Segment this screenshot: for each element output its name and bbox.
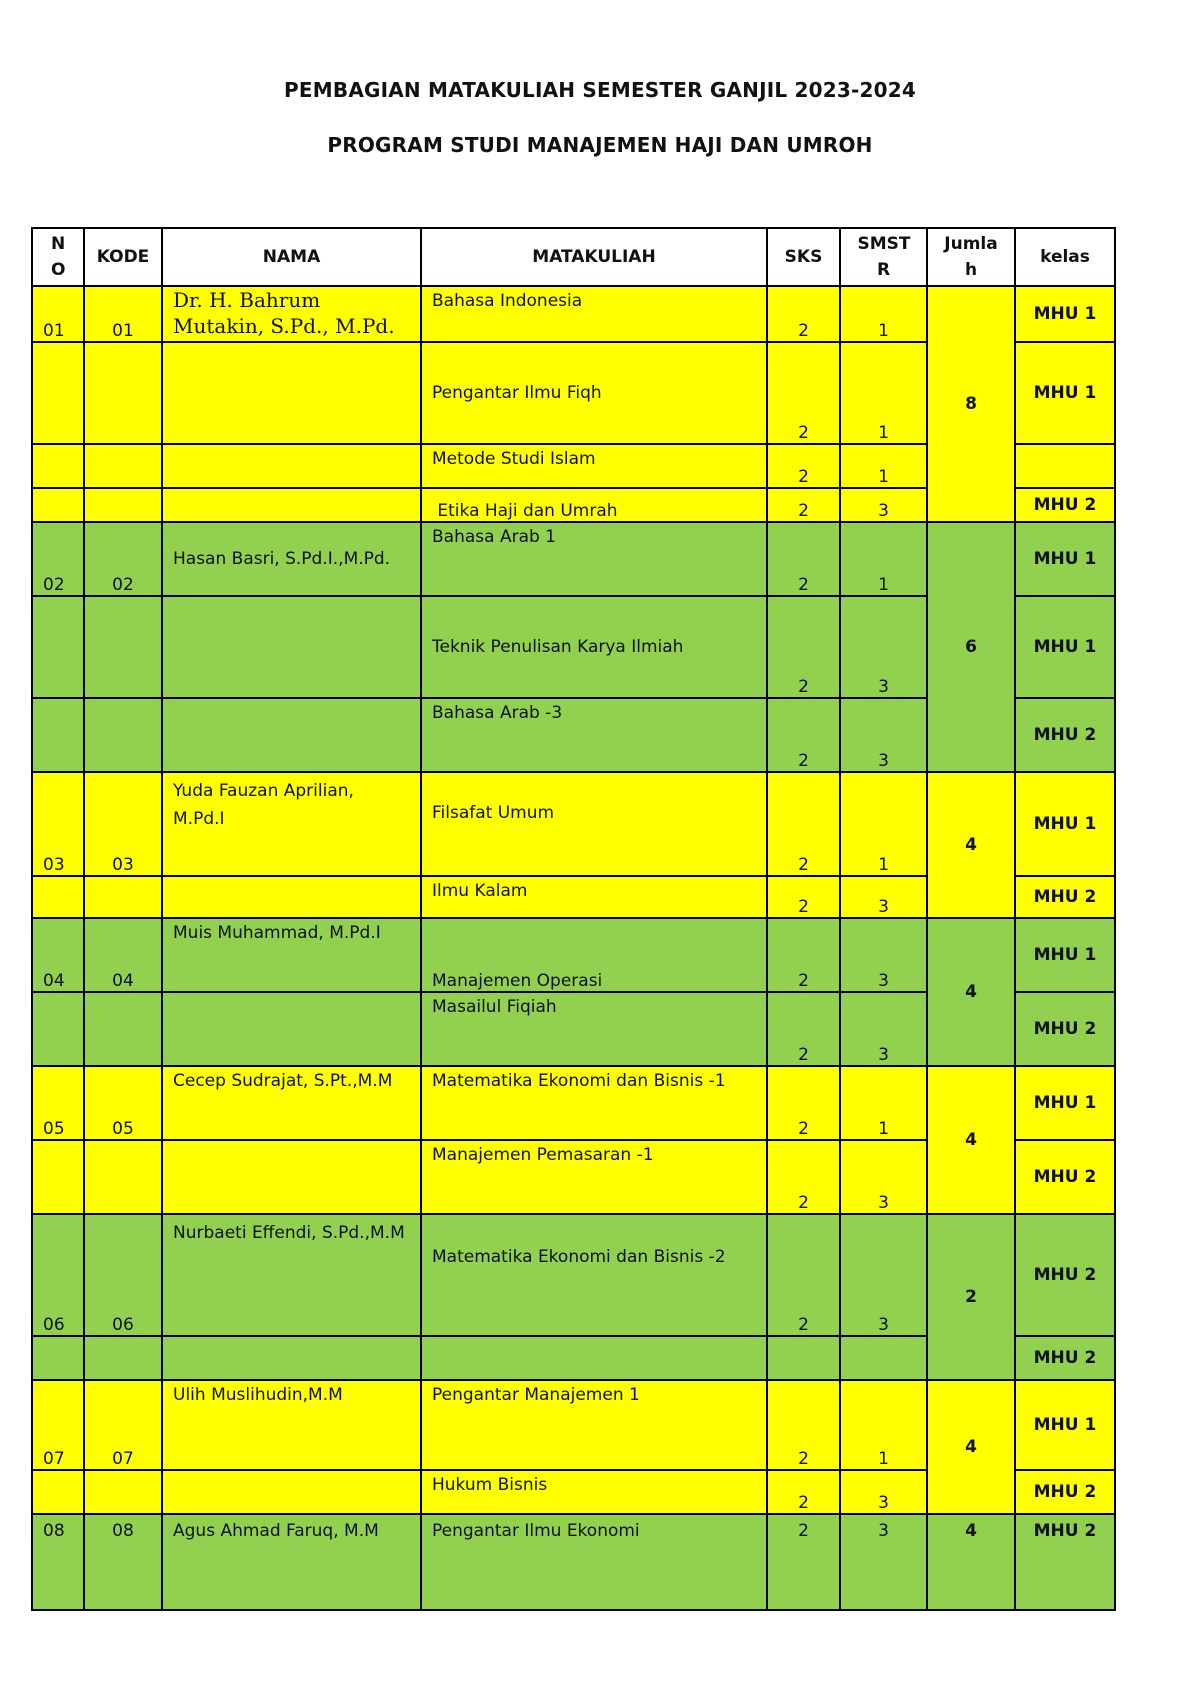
header-smstr: SMST R	[840, 228, 927, 286]
cell-matakuliah: Filsafat Umum	[421, 772, 767, 876]
cell-sks: 2	[767, 918, 840, 992]
cell-kode	[84, 1470, 162, 1514]
cell-matakuliah: Bahasa Arab 1	[421, 522, 767, 596]
cell-kelas: MHU 2	[1015, 488, 1115, 522]
cell-smstr: 1	[840, 286, 927, 342]
cell-nama	[162, 876, 421, 918]
cell-no: 06	[32, 1214, 84, 1336]
cell-matakuliah: Manajemen Pemasaran -1	[421, 1140, 767, 1214]
cell-sks: 2	[767, 992, 840, 1066]
cell-matakuliah: Masailul Fiqiah	[421, 992, 767, 1066]
header-kelas: kelas	[1015, 228, 1115, 286]
header-matakuliah: MATAKULIAH	[421, 228, 767, 286]
cell-kode	[84, 1140, 162, 1214]
cell-sks: 2	[767, 286, 840, 342]
cell-nama: Cecep Sudrajat, S.Pt.,M.M	[162, 1066, 421, 1140]
cell-no	[32, 698, 84, 772]
cell-sks: 2	[767, 488, 840, 522]
cell-jumlah: 8	[927, 286, 1015, 522]
header-kode: KODE	[84, 228, 162, 286]
page-subtitle: PROGRAM STUDI MANAJEMEN HAJI DAN UMROH	[327, 133, 873, 157]
cell-kelas: MHU 1	[1015, 918, 1115, 992]
cell-kelas: MHU 2	[1015, 1336, 1115, 1380]
cell-nama	[162, 1336, 421, 1380]
cell-no	[32, 992, 84, 1066]
table-row	[32, 286, 1115, 342]
cell-no: 04	[32, 918, 84, 992]
cell-nama	[162, 1470, 421, 1514]
table-row	[32, 772, 1115, 876]
cell-kelas: MHU 1	[1015, 522, 1115, 596]
cell-smstr: 3	[840, 1214, 927, 1336]
cell-smstr: 3	[840, 1140, 927, 1214]
course-table	[31, 227, 1116, 1611]
cell-nama	[162, 444, 421, 488]
header-row	[32, 228, 1115, 286]
cell-no	[32, 488, 84, 522]
cell-sks: 2	[767, 698, 840, 772]
header-nama: NAMA	[162, 228, 421, 286]
cell-kode	[84, 342, 162, 444]
cell-sks: 2	[767, 1214, 840, 1336]
page-title: PEMBAGIAN MATAKULIAH SEMESTER GANJIL 2023-2024	[284, 78, 916, 102]
cell-jumlah: 4	[927, 772, 1015, 918]
table-row	[32, 1514, 1115, 1610]
cell-nama	[162, 342, 421, 444]
header-no: N O	[32, 228, 84, 286]
cell-matakuliah: Pengantar Ilmu Fiqh	[421, 342, 767, 444]
cell-kelas: MHU 2	[1015, 1214, 1115, 1336]
cell-matakuliah: Bahasa Arab -3	[421, 698, 767, 772]
cell-smstr: 3	[840, 698, 927, 772]
cell-nama: Nurbaeti Effendi, S.Pd.,M.M	[162, 1214, 421, 1336]
cell-no	[32, 1336, 84, 1380]
cell-smstr: 3	[840, 992, 927, 1066]
cell-jumlah: 2	[927, 1214, 1015, 1380]
cell-nama	[162, 488, 421, 522]
cell-nama: Hasan Basri, S.Pd.I.,M.Pd.	[162, 522, 421, 596]
cell-kelas: MHU 2	[1015, 876, 1115, 918]
cell-jumlah: 4	[927, 1514, 1015, 1610]
cell-jumlah: 4	[927, 918, 1015, 1066]
cell-sks: 2	[767, 876, 840, 918]
header-jumlah: Jumla h	[927, 228, 1015, 286]
cell-no	[32, 1470, 84, 1514]
cell-matakuliah	[421, 1336, 767, 1380]
cell-nama	[162, 992, 421, 1066]
cell-kode	[84, 1336, 162, 1380]
cell-nama: Muis Muhammad, M.Pd.I	[162, 918, 421, 992]
cell-kelas: MHU 2	[1015, 1140, 1115, 1214]
cell-nama: Agus Ahmad Faruq, M.M	[162, 1514, 421, 1610]
cell-kelas: MHU 2	[1015, 992, 1115, 1066]
cell-nama	[162, 596, 421, 698]
cell-kode	[84, 876, 162, 918]
cell-sks: 2	[767, 596, 840, 698]
cell-smstr: 1	[840, 342, 927, 444]
table-row	[32, 1214, 1115, 1336]
table-row	[32, 1066, 1115, 1140]
cell-nama	[162, 698, 421, 772]
cell-kelas: MHU 1	[1015, 596, 1115, 698]
cell-matakuliah: Bahasa Indonesia	[421, 286, 767, 342]
cell-kelas	[1015, 444, 1115, 488]
cell-no: 02	[32, 522, 84, 596]
cell-no	[32, 444, 84, 488]
cell-matakuliah: Matematika Ekonomi dan Bisnis -1	[421, 1066, 767, 1140]
table-row	[32, 522, 1115, 596]
cell-kelas: MHU 1	[1015, 772, 1115, 876]
cell-smstr: 3	[840, 1470, 927, 1514]
cell-no	[32, 1140, 84, 1214]
cell-no: 07	[32, 1380, 84, 1470]
cell-kelas: MHU 1	[1015, 1380, 1115, 1470]
cell-sks: 2	[767, 772, 840, 876]
cell-jumlah: 6	[927, 522, 1015, 772]
cell-no: 01	[32, 286, 84, 342]
cell-matakuliah: Etika Haji dan Umrah	[421, 488, 767, 522]
cell-kode: 03	[84, 772, 162, 876]
cell-jumlah: 4	[927, 1066, 1015, 1214]
cell-sks: 2	[767, 1470, 840, 1514]
cell-kode: 07	[84, 1380, 162, 1470]
cell-smstr: 1	[840, 522, 927, 596]
cell-no: 08	[32, 1514, 84, 1610]
cell-jumlah: 4	[927, 1380, 1015, 1514]
cell-sks: 2	[767, 342, 840, 444]
cell-smstr: 3	[840, 488, 927, 522]
cell-nama: Yuda Fauzan Aprilian, M.Pd.I	[162, 772, 421, 876]
table-row	[32, 1380, 1115, 1470]
cell-sks: 2	[767, 1140, 840, 1214]
cell-smstr: 1	[840, 444, 927, 488]
cell-smstr: 3	[840, 876, 927, 918]
cell-kode: 01	[84, 286, 162, 342]
cell-no: 03	[32, 772, 84, 876]
cell-sks: 2	[767, 522, 840, 596]
cell-smstr: 1	[840, 1380, 927, 1470]
cell-smstr	[840, 1336, 927, 1380]
cell-no	[32, 596, 84, 698]
cell-kode	[84, 992, 162, 1066]
cell-kelas: MHU 2	[1015, 698, 1115, 772]
cell-smstr: 3	[840, 918, 927, 992]
cell-kelas: MHU 1	[1015, 286, 1115, 342]
cell-kode: 08	[84, 1514, 162, 1610]
cell-sks: 2	[767, 1380, 840, 1470]
cell-nama	[162, 1140, 421, 1214]
cell-kode: 05	[84, 1066, 162, 1140]
cell-smstr: 3	[840, 1514, 927, 1610]
cell-kelas: MHU 1	[1015, 1066, 1115, 1140]
cell-sks	[767, 1336, 840, 1380]
cell-matakuliah: Ilmu Kalam	[421, 876, 767, 918]
cell-smstr: 1	[840, 772, 927, 876]
cell-smstr: 3	[840, 596, 927, 698]
cell-no	[32, 876, 84, 918]
cell-sks: 2	[767, 444, 840, 488]
cell-matakuliah: Manajemen Operasi	[421, 918, 767, 992]
cell-kode: 06	[84, 1214, 162, 1336]
cell-kode	[84, 698, 162, 772]
cell-smstr: 1	[840, 1066, 927, 1140]
cell-matakuliah: Pengantar Manajemen 1	[421, 1380, 767, 1470]
cell-sks: 2	[767, 1066, 840, 1140]
cell-kelas: MHU 1	[1015, 342, 1115, 444]
cell-matakuliah: Hukum Bisnis	[421, 1470, 767, 1514]
table-row	[32, 918, 1115, 992]
cell-kode	[84, 488, 162, 522]
cell-kelas: MHU 2	[1015, 1470, 1115, 1514]
cell-kelas: MHU 2	[1015, 1514, 1115, 1610]
cell-kode: 02	[84, 522, 162, 596]
header-sks: SKS	[767, 228, 840, 286]
cell-kode	[84, 596, 162, 698]
cell-no	[32, 342, 84, 444]
cell-kode: 04	[84, 918, 162, 992]
cell-nama: Dr. H. Bahrum Mutakin, S.Pd., M.Pd.	[162, 286, 421, 342]
cell-matakuliah: Pengantar Ilmu Ekonomi	[421, 1514, 767, 1610]
cell-nama: Ulih Muslihudin,M.M	[162, 1380, 421, 1470]
cell-no: 05	[32, 1066, 84, 1140]
cell-sks: 2	[767, 1514, 840, 1610]
cell-matakuliah: Metode Studi Islam	[421, 444, 767, 488]
cell-matakuliah: Matematika Ekonomi dan Bisnis -2	[421, 1214, 767, 1336]
cell-matakuliah: Teknik Penulisan Karya Ilmiah	[421, 596, 767, 698]
cell-kode	[84, 444, 162, 488]
